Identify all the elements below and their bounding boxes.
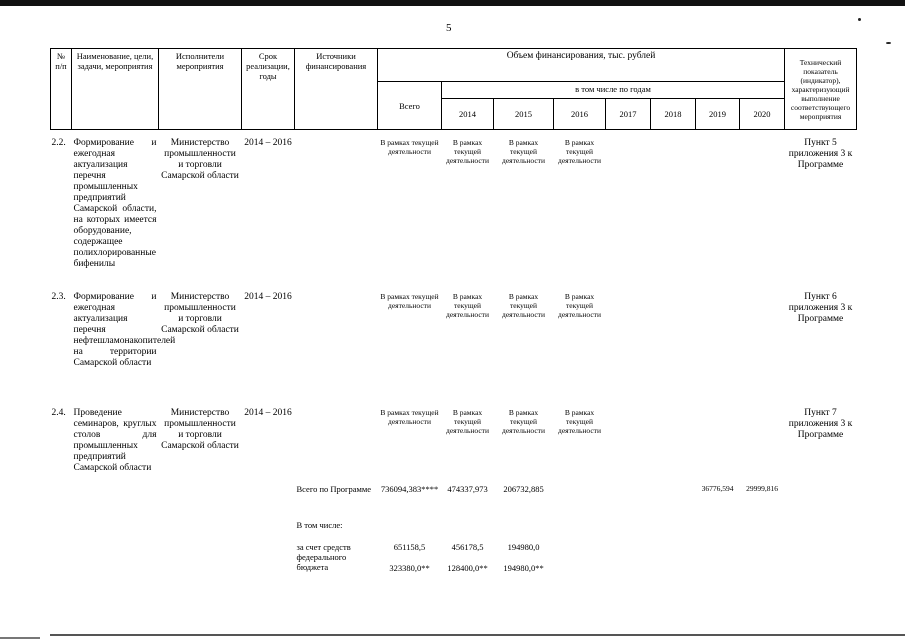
- federal-label: за счет средств федерального бюджета: [296, 541, 351, 572]
- totals-2014: 474337,973: [447, 483, 488, 494]
- header-by-years: в том числе по годам: [442, 82, 785, 99]
- federal-empty: [554, 536, 857, 576]
- federal-2015-1: 194980,0: [507, 541, 540, 552]
- header-year-2016: 2016: [554, 99, 606, 130]
- federal-2015-2: 194980,0**: [503, 562, 544, 573]
- header-total: Всего: [378, 82, 442, 130]
- row-2019-cell: [696, 130, 740, 284]
- including-spacer: [51, 514, 295, 536]
- totals-2019: 36776,594: [701, 483, 734, 493]
- federal-2014-2: 128400,0**: [447, 562, 488, 573]
- header-year-2018: 2018: [651, 99, 696, 130]
- federal-row: [51, 536, 857, 576]
- row-2018-cell: [651, 400, 696, 480]
- table-row: [51, 284, 857, 400]
- row-executor: Министерство промышленности и торговли Самарской области: [161, 291, 239, 335]
- totals-indicator: [785, 480, 857, 514]
- header-volume: Объем финансирования, тыс. рублей: [378, 49, 785, 82]
- scan-bottom-border-left: [0, 637, 40, 639]
- header-year-2017: 2017: [606, 99, 651, 130]
- row-source: [295, 284, 378, 400]
- header-sources: Источники финансирования: [295, 49, 378, 130]
- federal-spacer: [51, 536, 295, 576]
- page-number: 5: [446, 22, 452, 34]
- totals-2015: 206732,885: [503, 483, 544, 494]
- row-name: Формирование и ежегодная актуализация перечня нефтешламонакопителей на территории Самарской области: [73, 291, 176, 368]
- row-2020-cell: [740, 130, 785, 284]
- row-2015-cell: В рамках текущей деятельности: [502, 138, 545, 165]
- header-year-2014: 2014: [442, 99, 494, 130]
- row-2020-cell: [740, 284, 785, 400]
- header-year-2019: 2019: [696, 99, 740, 130]
- federal-total-1: 651158,5: [393, 541, 426, 552]
- row-indicator: Пункт 7 приложения 3 к Программе: [788, 407, 853, 440]
- row-name: Проведение семинаров, круглых столов для промышленных предприятий Самарской области: [73, 407, 157, 473]
- row-term: 2014 – 2016: [244, 138, 292, 148]
- scan-bottom-border: [50, 634, 905, 636]
- scan-speck: [886, 42, 891, 44]
- row-name: Формирование и ежегодная актуализация перечня промышленных предприятий Самарской области, на которых имеется оборудование, содержащее полихлорированные бифенилы: [73, 138, 157, 269]
- header-indicator: Технический показатель (индикатор), характеризующий выполнение соответствующего мероприятия: [785, 49, 857, 130]
- table-row: [51, 400, 857, 480]
- row-2016-cell: В рамках текущей деятельности: [558, 407, 601, 435]
- federal-2014: [442, 536, 494, 576]
- federal-total-2: 323380,0**: [389, 562, 430, 573]
- header-num: № п/п: [51, 49, 72, 130]
- row-source: [295, 400, 378, 480]
- totals-2020: 29999,816: [746, 483, 778, 493]
- including-label: В том числе:: [296, 519, 343, 530]
- header-name: Наименование, цели, задачи, мероприятия: [72, 49, 159, 130]
- row-indicator: Пункт 6 приложения 3 к Программе: [788, 291, 853, 324]
- row-executor: Министерство промышленности и торговли Самарской области: [161, 407, 239, 451]
- scan-top-border: [0, 0, 905, 6]
- row-2016-cell: В рамках текущей деятельности: [558, 138, 601, 165]
- row-2017-cell: [606, 130, 651, 284]
- row-2018-cell: [651, 284, 696, 400]
- row-source: [295, 130, 378, 284]
- row-2014-cell: В рамках текущей деятельности: [446, 407, 489, 435]
- federal-total: [378, 536, 442, 576]
- row-total-cell: В рамках текущей деятельности: [380, 407, 439, 426]
- including-empty: [378, 514, 857, 536]
- totals-row: [51, 480, 857, 514]
- row-2017-cell: [606, 400, 651, 480]
- federal-2015: [494, 536, 554, 576]
- header-year-2020: 2020: [740, 99, 785, 130]
- row-total-cell: В рамках текущей деятельности: [380, 138, 439, 156]
- row-2019-cell: [696, 284, 740, 400]
- row-term: 2014 – 2016: [244, 291, 292, 302]
- scan-speck: [858, 18, 861, 21]
- totals-label: Всего по Программе: [296, 483, 372, 494]
- federal-2014-1: 456178,5: [451, 541, 484, 552]
- header-term: Срок реализации, годы: [242, 49, 295, 130]
- row-total-cell: В рамках текущей деятельности: [380, 291, 439, 310]
- row-num: 2.2.: [51, 138, 66, 148]
- header-executors: Исполнители мероприятия: [159, 49, 242, 130]
- totals-2017: [606, 480, 651, 514]
- including-row: [51, 514, 857, 536]
- row-2016-cell: В рамках текущей деятельности: [558, 291, 601, 319]
- row-2015-cell: В рамках текущей деятельности: [502, 407, 545, 435]
- row-2018-cell: [651, 130, 696, 284]
- row-term: 2014 – 2016: [244, 407, 292, 418]
- row-2019-cell: [696, 400, 740, 480]
- row-2014-cell: В рамках текущей деятельности: [446, 291, 489, 319]
- row-num: 2.3.: [51, 291, 66, 302]
- financing-table: [50, 48, 857, 576]
- row-2014-cell: В рамках текущей деятельности: [446, 138, 489, 165]
- row-num: 2.4.: [51, 407, 66, 418]
- totals-2018: [651, 480, 696, 514]
- totals-spacer: [51, 480, 295, 514]
- row-indicator: Пункт 5 приложения 3 к Программе: [788, 138, 853, 170]
- totals-2016: [554, 480, 606, 514]
- table-row: [51, 130, 857, 284]
- row-2017-cell: [606, 284, 651, 400]
- row-executor: Министерство промышленности и торговли Самарской области: [161, 138, 239, 181]
- totals-total: 736094,383****: [380, 483, 439, 494]
- row-2020-cell: [740, 400, 785, 480]
- header-year-2015: 2015: [494, 99, 554, 130]
- row-2015-cell: В рамках текущей деятельности: [502, 291, 545, 319]
